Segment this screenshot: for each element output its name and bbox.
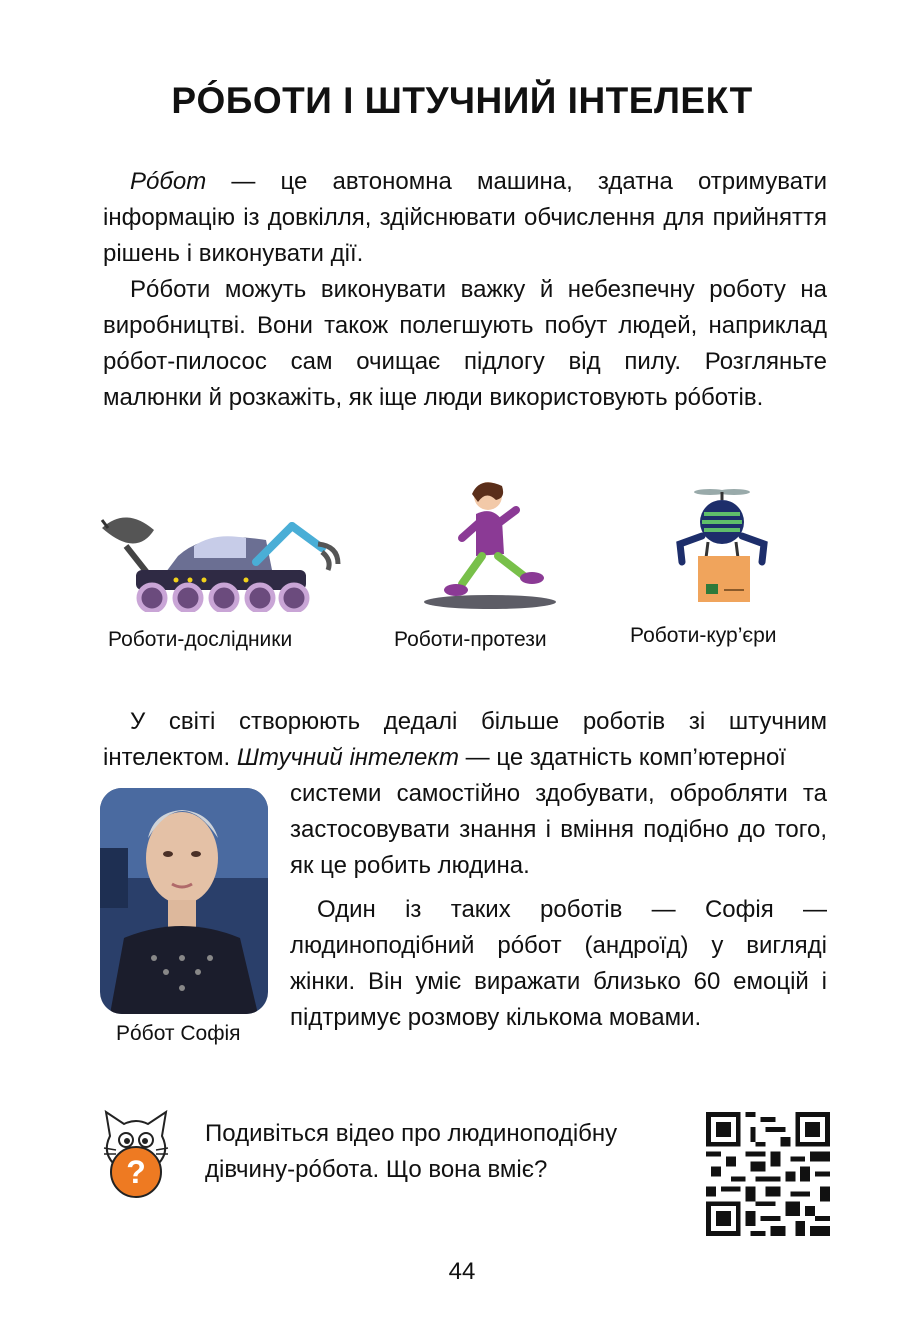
sophia-photo-caption: Рóбот Софія (116, 1022, 241, 1045)
robot-definition (103, 164, 827, 272)
sophia-paragraph: Один із таких роботів — Софія — людиноподібний рóбот (андроїд) у вигляді жінки. Він уміє виражати близько 60 емоцій і підтримує розмову кількома мовами. (290, 896, 827, 1031)
sophia-photo-image (100, 788, 268, 1014)
page-title: РÓБОТИ І ШТУЧНИЙ ІНТЕЛЕКТ (171, 80, 753, 121)
ai-lead-text: У світі створюють дедалі більше роботів зі штучним інтелектом. (103, 708, 827, 771)
drone-courier-icon (674, 486, 774, 610)
ai-definition-continued: системи самостійно здобувати, обробляти та застосовувати знання і вміння подібно до того, як це робить людина. (290, 780, 827, 879)
cat-question-icon (100, 1108, 172, 1200)
sophia-robot-photo (100, 788, 268, 1014)
qr-code-icon[interactable] (706, 1112, 830, 1236)
svg-text:?: ? (126, 1154, 146, 1190)
robot-term: Рóбот (130, 168, 207, 195)
robot-definition-text: — це автономна машина, здатна отримувати інформацію із довкілля, здійснювати обчислення для прийняття рішень і виконувати дії. (103, 168, 827, 267)
ai-term: Штучний інтелект (236, 744, 459, 771)
caption-explorer-robots: Роботи-дослідники (108, 628, 293, 651)
page-number: 44 (448, 1258, 476, 1285)
caption-courier-robots: Роботи-кур’єри (630, 624, 777, 647)
task-text: Подивіться відео про людиноподібну дівчину-рóбота. Що вона вміє? (205, 1120, 618, 1183)
caption-prosthetic-robots: Роботи-протези (394, 628, 547, 651)
rover-robot-icon (96, 506, 346, 612)
robot-usage-paragraph: Рóботи можуть виконувати важку й небезпечну роботу на виробництві. Вони також полегшують побут людей, наприклад рóбот-пилосос сам очищає підлогу від пилу. Розгляньте малюнки й розкажіть, як іще люди використовують рóботів. (103, 276, 827, 411)
ai-definition-start: — це здатність комп’ютерної (459, 744, 786, 771)
ai-intro-paragraph (103, 704, 827, 776)
running-child-icon (420, 480, 560, 610)
robot-types-row (0, 472, 924, 672)
